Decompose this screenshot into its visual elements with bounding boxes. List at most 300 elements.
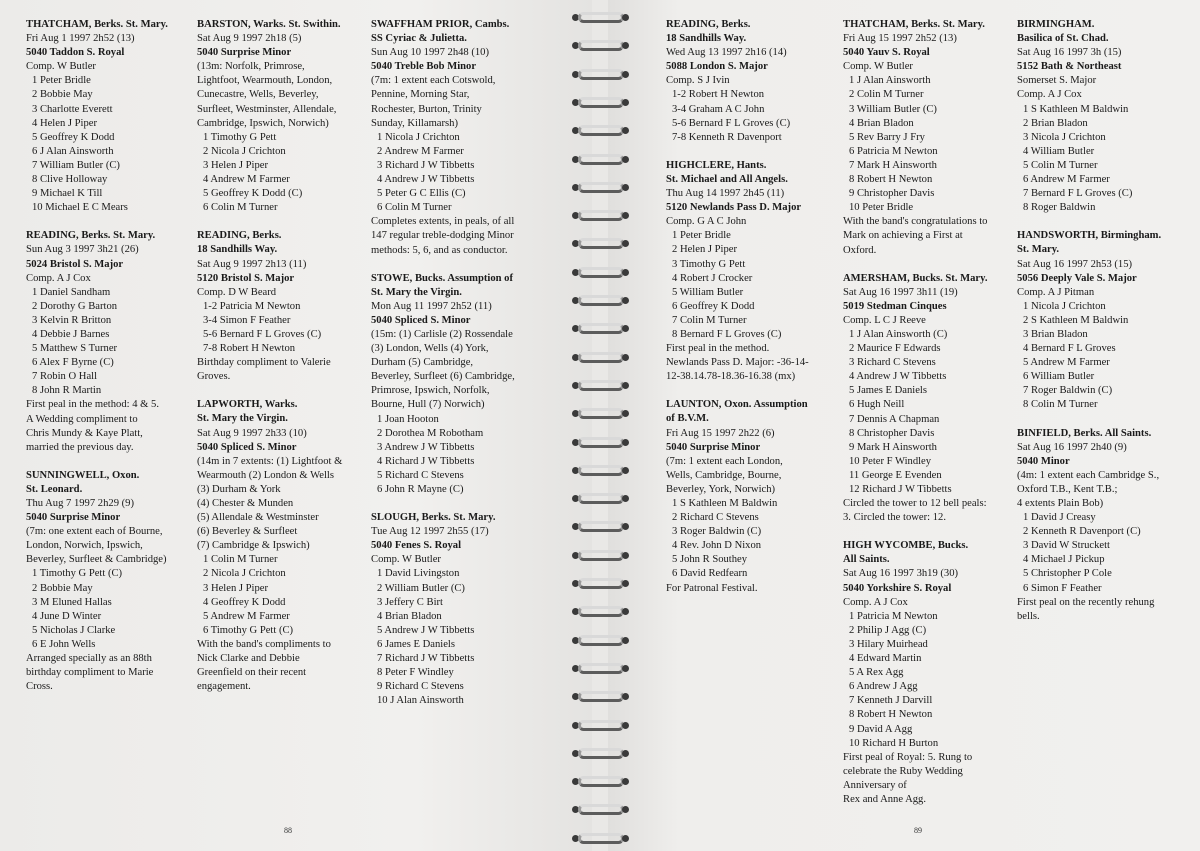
binding-ring: [572, 831, 628, 847]
ringer-line: 8 Robert H Newton: [849, 709, 933, 721]
peal-header-line: 5040 Minor: [1017, 455, 1070, 467]
peal-header-line: READING, Berks.: [666, 19, 751, 30]
peal-header-line: All Saints.: [843, 554, 890, 566]
ringer-line: 6 John R Mayne (C): [377, 484, 464, 495]
ringer-line: 6 Timothy G Pett (C): [203, 624, 294, 636]
peal-header-line: St. Mary the Virgin.: [371, 286, 462, 298]
right-column-3: [1017, 18, 1197, 638]
ringer-line: 5 Matthew S Turner: [32, 343, 118, 355]
ringer-line: 1 David J Creasy: [1023, 512, 1096, 524]
ringer-line: 8 Colin M Turner: [1023, 399, 1098, 411]
peal-header-line: HIGHCLERE, Hants.: [666, 159, 767, 171]
ringer-line: 7 Robin O Hall: [32, 371, 98, 383]
ringer-line: 4 Helen J Piper: [32, 117, 98, 129]
peal-entry: [1017, 18, 1197, 215]
peal-header-line: Comp. A J Cox: [843, 596, 908, 608]
binding-ring: [572, 350, 628, 366]
peal-header-line: (7m: 1 extent each London,: [666, 455, 783, 467]
ringer-line: 3 Kelvin R Britton: [32, 314, 112, 326]
peal-header-line: Pennine, Morning Star,: [371, 89, 470, 101]
peal-header-line: Sunday, Killamarsh): [371, 117, 458, 129]
peal-header-line: Oxford T.B., Kent T.B.;: [1017, 483, 1118, 495]
ringer-line: 7 William Butler (C): [32, 159, 120, 171]
peal-header-line: 4 extents Plain Bob): [1017, 498, 1104, 509]
ringer-line: 7 Bernard F L Groves (C): [1023, 188, 1133, 200]
ringer-line: 1 J Alan Ainsworth (C): [849, 328, 948, 340]
footnote-line: Rex and Anne Agg.: [843, 793, 926, 805]
ringer-line: 4 June D Winter: [32, 610, 102, 622]
left-page: [0, 0, 592, 851]
ringer-line: 5 James E Daniels: [849, 385, 927, 397]
ringer-line: 6 Geoffrey K Dodd: [672, 300, 755, 312]
peal-entry: [26, 469, 196, 695]
ringer-line: 7 Mark H Ainsworth: [849, 159, 937, 171]
peal-header-line: Comp. W Butler: [26, 61, 96, 73]
ringer-line: 3 Andrew J W Tibbetts: [377, 441, 475, 453]
peal-header-line: (5) Allendale & Westminster: [197, 512, 319, 524]
peal-header-line: St. Michael and All Angels.: [666, 173, 788, 185]
peal-header-line: Sat Aug 16 1997 3h (15): [1017, 47, 1122, 59]
peal-header-line: Comp. G A C John: [666, 216, 747, 228]
peal-header-line: Sat Aug 9 1997 2h33 (10): [197, 427, 307, 439]
footnote-line: Chris Mundy & Kaye Platt,: [26, 427, 143, 439]
binding-ring: [572, 576, 628, 592]
peal-header-line: Sat Aug 9 1997 2h18 (5): [197, 33, 302, 45]
peal-header-line: Sat Aug 16 1997 3h19 (30): [843, 568, 959, 580]
peal-header-line: Somerset S. Major: [1017, 75, 1097, 87]
peal-header-line: London, Norwich, Ipswich,: [26, 540, 143, 552]
peal-header-line: 5088 London S. Major: [666, 61, 768, 73]
ringer-line: 1 Colin M Turner: [203, 554, 278, 566]
peal-entry: [371, 18, 567, 258]
footnote-line: Arranged specially as an 88th: [26, 653, 152, 665]
ringer-line: 1 Joan Hooton: [377, 413, 439, 425]
ringer-line: 5 A Rex Agg: [849, 667, 904, 679]
footnote-line: bells.: [1017, 610, 1040, 622]
ringer-line: 4 Debbie J Barnes: [32, 328, 110, 340]
ringer-line: 3 Helen J Piper: [203, 159, 269, 171]
peal-header-line: Thu Aug 7 1997 2h29 (9): [26, 498, 134, 509]
binding-ring: [572, 293, 628, 309]
ringer-line: 6 Colin M Turner: [203, 202, 278, 214]
peal-header-line: Cunecastre, Wells, Beverley,: [197, 89, 319, 101]
binding-ring: [572, 95, 628, 111]
ringer-line: 4 Andrew M Farmer: [203, 174, 290, 186]
ringer-line: 4 Brian Bladon: [377, 610, 442, 622]
ringer-line: 3-4 Simon F Feather: [203, 314, 291, 326]
peal-header-line: Wells, Cambridge, Bourne,: [666, 469, 782, 481]
binding-ring: [572, 67, 628, 83]
peal-header-line: (3) London, Wells (4) York,: [371, 343, 489, 355]
peal-header-line: Comp. D W Beard: [197, 286, 277, 298]
footnote-line: First peal of Royal: 5. Rung to: [843, 751, 973, 763]
ringer-line: 8 Roger Baldwin: [1023, 202, 1096, 214]
peal-entry: [666, 18, 838, 145]
ringer-line: 4 Andrew J W Tibbetts: [849, 371, 947, 383]
peal-header-line: Basilica of St. Chad.: [1017, 33, 1109, 45]
peal-header-line: AMERSHAM, Bucks. St. Mary.: [843, 272, 988, 284]
ringer-line: 9 Michael K Till: [32, 188, 103, 200]
ringer-line: 5 William Butler: [672, 286, 744, 298]
peal-header-line: of B.V.M.: [666, 413, 709, 425]
ringer-line: 3 Timothy G Pett: [672, 258, 746, 270]
binding-ring: [572, 746, 628, 762]
footnote-line: Completes extents, in peals, of all: [371, 216, 515, 228]
peal-entry: [666, 398, 838, 595]
ringer-line: 5 Geoffrey K Dodd (C): [203, 188, 303, 200]
peal-header-line: Beverley, York, Norwich): [666, 483, 776, 495]
peal-header-line: 5040 Surprise Minor: [666, 441, 761, 453]
ringer-line: 8 Peter F Windley: [377, 667, 454, 679]
spiral-binding: [570, 0, 630, 851]
peal-header-line: READING, Berks.: [197, 230, 282, 242]
peal-header-line: St. Mary.: [1017, 244, 1060, 256]
peal-header-line: BINFIELD, Berks. All Saints.: [1017, 427, 1152, 439]
binding-ring: [572, 38, 628, 54]
peal-header-line: Bourne, Hull (7) Norwich): [371, 399, 485, 411]
footnote-line: With the band's congratulations to: [843, 216, 988, 228]
peal-header-line: 5040 Surprise Minor: [26, 512, 121, 524]
ringer-line: 6 Andrew J Agg: [849, 681, 918, 693]
ringer-line: 3-4 Graham A C John: [672, 103, 765, 115]
binding-ring: [572, 774, 628, 790]
peal-header-line: (4) Chester & Munden: [197, 498, 294, 509]
ringer-line: 4 Geoffrey K Dodd: [203, 596, 286, 608]
ringer-line: 9 David A Agg: [849, 723, 913, 735]
binding-ring: [572, 491, 628, 507]
peal-header-line: Mon Aug 11 1997 2h52 (11): [371, 300, 492, 312]
binding-ring: [572, 180, 628, 196]
ringer-line: 3 Helen J Piper: [203, 582, 269, 594]
binding-ring: [572, 802, 628, 818]
ringer-line: 1 J Alan Ainsworth: [849, 75, 931, 87]
peal-header-line: Fri Aug 1 1997 2h52 (13): [26, 33, 135, 45]
ringer-line: 7-8 Robert H Newton: [203, 343, 296, 355]
peal-header-line: Rochester, Burton, Trinity: [371, 103, 482, 115]
ringer-line: 6 Simon F Feather: [1023, 582, 1102, 594]
peal-entry: [197, 229, 369, 384]
peal-header-line: Comp. W Butler: [843, 61, 913, 73]
peal-entry: [371, 511, 567, 708]
binding-ring: [572, 548, 628, 564]
binding-ring: [572, 321, 628, 337]
footnote-line: With the band's compliments to: [197, 638, 331, 650]
peal-header-line: LAUNTON, Oxon. Assumption: [666, 399, 808, 411]
peal-header-line: LAPWORTH, Warks.: [197, 399, 298, 411]
peal-header-line: 18 Sandhills Way.: [666, 33, 747, 45]
ringer-line: 1-2 Robert H Newton: [672, 89, 765, 101]
ringer-line: 5 Colin M Turner: [1023, 159, 1098, 171]
ringer-line: 7 Roger Baldwin (C): [1023, 385, 1113, 397]
ringer-line: 11 George E Evenden: [849, 469, 942, 481]
footnote-line: methods: 5, 6, and as conductor.: [371, 244, 508, 256]
peal-header-line: Sat Aug 16 1997 2h40 (9): [1017, 441, 1127, 453]
left-column-2: [197, 18, 369, 708]
binding-ring: [572, 10, 628, 26]
peal-header-line: Fri Aug 15 1997 2h52 (13): [843, 33, 957, 45]
footnote-line: 147 regular treble-dodging Minor: [371, 230, 514, 242]
ringer-line: 5 Peter G C Ellis (C): [377, 188, 466, 200]
ringer-line: 2 Dorothea M Robotham: [377, 427, 484, 439]
peal-header-line: 5040 Yorkshire S. Royal: [843, 582, 952, 594]
footnote-line: Groves.: [197, 371, 231, 383]
peal-header-line: SLOUGH, Berks. St. Mary.: [371, 512, 496, 524]
left-column-1: [26, 18, 196, 708]
ringer-line: 8 Bernard F L Groves (C): [672, 328, 782, 340]
footnote-line: Circled the tower to 12 bell peals:: [843, 498, 987, 510]
peal-header-line: Sat Aug 16 1997 2h53 (15): [1017, 258, 1133, 270]
peal-header-line: Primrose, Ipswich, Norfolk,: [371, 385, 490, 397]
ringer-line: 2 Richard C Stevens: [672, 512, 759, 524]
footnote-line: Newlands Pass D. Major: -36-14-: [666, 357, 809, 369]
peal-header-line: SUNNINGWELL, Oxon.: [26, 469, 140, 481]
ringer-line: 5 Nicholas J Clarke: [32, 624, 116, 636]
peal-entry: [197, 18, 369, 215]
ringer-line: 9 Mark H Ainsworth: [849, 441, 937, 453]
footnote-line: 12-38.14.78-18.36-16.38 (mx): [666, 371, 796, 383]
ringer-line: 5-6 Bernard F L Groves (C): [672, 117, 791, 129]
peal-header-line: Wed Aug 13 1997 2h16 (14): [666, 47, 787, 59]
footnote-line: celebrate the Ruby Wedding: [843, 765, 963, 777]
peal-header-line: 5120 Bristol S. Major: [197, 272, 295, 284]
peal-header-line: THATCHAM, Berks. St. Mary.: [26, 19, 168, 30]
peal-header-line: 5024 Bristol S. Major: [26, 258, 124, 270]
ringer-line: 4 Bernard F L Groves: [1023, 343, 1116, 355]
peal-header-line: (14m in 7 extents: (1) Lightfoot &: [197, 455, 343, 467]
binding-ring: [572, 463, 628, 479]
ringer-line: 8 John R Martin: [32, 385, 102, 397]
peal-header-line: (7m: 1 extent each Cotswold,: [371, 75, 496, 87]
peal-header-line: HANDSWORTH, Birmingham.: [1017, 230, 1162, 242]
peal-header-line: (4m: 1 extent each Cambridge S.,: [1017, 469, 1160, 481]
peal-header-line: Comp. A J Pitman: [1017, 286, 1095, 298]
peal-header-line: 5056 Deeply Vale S. Major: [1017, 272, 1137, 284]
ringer-line: 4 Rev. John D Nixon: [672, 540, 762, 552]
peal-entry: [666, 159, 838, 385]
ringer-line: 6 Patricia M Newton: [849, 145, 938, 157]
peal-header-line: Comp. L C J Reeve: [843, 314, 926, 326]
ringer-line: 3 David W Struckett: [1023, 540, 1110, 552]
peal-header-line: 18 Sandhills Way.: [197, 244, 278, 256]
ringer-line: 6 David Redfearn: [672, 568, 748, 580]
ringer-line: 2 Bobbie May: [32, 582, 93, 594]
footnote-line: Nick Clarke and Debbie: [197, 653, 300, 665]
peal-header-line: Comp. A J Cox: [1017, 89, 1082, 101]
footnote-line: Birthday compliment to Valerie: [197, 357, 331, 369]
ringer-line: 2 Andrew M Farmer: [377, 145, 464, 157]
right-column-2: [843, 18, 1015, 821]
ringer-line: 5 Geoffrey K Dodd: [32, 131, 115, 143]
peal-header-line: Wearmouth (2) London & Wells: [197, 469, 334, 481]
footnote-line: Greenfield on their recent: [197, 667, 307, 679]
binding-ring: [572, 152, 628, 168]
peal-header-line: Lightfoot, Wearmouth, London,: [197, 75, 333, 87]
ringer-line: 2 Kenneth R Davenport (C): [1023, 526, 1141, 538]
peal-entry: [26, 18, 196, 215]
ringer-line: 4 Richard J W Tibbetts: [377, 455, 475, 467]
binding-ring: [572, 519, 628, 535]
binding-ring: [572, 718, 628, 734]
ringer-line: 5 Christopher P Cole: [1023, 568, 1112, 580]
ringer-line: 3 Richard C Stevens: [849, 357, 936, 369]
peal-header-line: HIGH WYCOMBE, Bucks.: [843, 540, 969, 552]
ringer-line: 5 Andrew J W Tibbetts: [377, 624, 475, 636]
peal-entry: [1017, 229, 1197, 412]
ringer-line: 3 Brian Bladon: [1023, 328, 1088, 340]
ringer-line: 2 S Kathleen M Baldwin: [1023, 314, 1129, 326]
footnote-line: 3. Circled the tower: 12.: [843, 512, 946, 524]
footnote-line: First peal in the method: 4 & 5.: [26, 399, 159, 411]
peal-header-line: Tue Aug 12 1997 2h55 (17): [371, 526, 489, 538]
peal-header-line: 5040 Surprise Minor: [197, 47, 292, 59]
binding-ring: [572, 208, 628, 224]
peal-entry: [1017, 427, 1197, 624]
ringer-line: 2 Nicola J Crichton: [203, 568, 286, 580]
ringer-line: 8 Christopher Davis: [849, 427, 935, 439]
ringer-line: 2 Nicola J Crichton: [203, 145, 286, 157]
ringer-line: 6 E John Wells: [32, 638, 96, 650]
peal-header-line: BIRMINGHAM.: [1017, 19, 1095, 30]
binding-ring: [572, 604, 628, 620]
ringer-line: 7-8 Kenneth R Davenport: [672, 131, 782, 143]
ringer-line: 4 Edward Martin: [849, 653, 922, 665]
ringer-line: 1 David Livingston: [377, 568, 460, 580]
ringer-line: 3 Richard J W Tibbetts: [377, 159, 475, 171]
binding-ring: [572, 633, 628, 649]
peal-entry: [371, 272, 567, 498]
binding-ring: [572, 435, 628, 451]
peal-header-line: 5040 Fenes S. Royal: [371, 540, 462, 552]
peal-header-line: (7) Cambridge & Ipswich): [197, 540, 310, 552]
binding-ring: [572, 689, 628, 705]
peal-header-line: 5040 Treble Bob Minor: [371, 61, 477, 73]
ringer-line: 2 Bobbie May: [32, 89, 93, 101]
footnote-line: Mark on achieving a First at: [843, 230, 963, 242]
ringer-line: 1 Timothy G Pett (C): [32, 568, 123, 580]
ringer-line: 6 James E Daniels: [377, 638, 455, 650]
footnote-line: A Wedding compliment to: [26, 413, 138, 425]
peal-header-line: (6) Beverley & Surfleet: [197, 526, 298, 538]
ringer-line: 6 Alex F Byrne (C): [32, 357, 114, 369]
peal-header-line: 5120 Newlands Pass D. Major: [666, 202, 802, 214]
peal-header-line: (13m: Norfolk, Primrose,: [197, 61, 305, 73]
peal-header-line: 5152 Bath & Northeast: [1017, 61, 1122, 73]
peal-header-line: St. Leonard.: [26, 483, 83, 495]
ringer-line: 8 Clive Holloway: [32, 174, 108, 186]
ringer-line: 9 Richard C Stevens: [377, 681, 464, 693]
footnote-line: birthday compliment to Marie: [26, 667, 154, 679]
ringer-line: 1 Peter Bridle: [672, 230, 731, 242]
peal-header-line: (3) Durham & York: [197, 483, 281, 495]
ringer-line: 4 Andrew J W Tibbetts: [377, 174, 475, 186]
footnote-line: First peal in the method.: [666, 343, 770, 355]
ringer-line: 8 Robert H Newton: [849, 174, 933, 186]
ringer-line: 2 Maurice F Edwards: [849, 343, 941, 355]
ringer-line: 2 Dorothy G Barton: [32, 300, 118, 312]
peal-header-line: SS Cyriac & Julietta.: [371, 33, 467, 45]
peal-header-line: 5019 Stedman Cinques: [843, 300, 947, 312]
footnote-line: Anniversary of: [843, 779, 907, 791]
left-column-3: [371, 18, 567, 722]
peal-header-line: Surfleet, Westminster, Allendale,: [197, 103, 337, 115]
peal-header-line: Sun Aug 3 1997 3h21 (26): [26, 244, 139, 256]
peal-header-line: Durham (5) Cambridge,: [371, 357, 474, 369]
peal-header-line: SWAFFHAM PRIOR, Cambs.: [371, 19, 510, 30]
peal-entry: [843, 539, 1015, 807]
ringer-line: 3 Jeffery C Birt: [377, 596, 444, 608]
peal-header-line: 5040 Spliced S. Minor: [371, 314, 471, 326]
ringer-line: 5 John R Southey: [672, 554, 748, 566]
ringer-line: 1 S Kathleen M Baldwin: [1023, 103, 1129, 115]
peal-header-line: Beverley, Surfleet & Cambridge): [26, 554, 167, 566]
ringer-line: 3 Nicola J Crichton: [1023, 131, 1106, 143]
ringer-line: 7 Colin M Turner: [672, 314, 747, 326]
peal-entry: [843, 18, 1015, 258]
ringer-line: 3 Charlotte Everett: [32, 103, 113, 115]
peal-header-line: 5040 Spliced S. Minor: [197, 441, 297, 453]
ringer-line: 6 Colin M Turner: [377, 202, 452, 214]
ringer-line: 2 Colin M Turner: [849, 89, 924, 101]
peal-header-line: Thu Aug 14 1997 2h45 (11): [666, 188, 785, 200]
ringer-line: 7 Kenneth J Darvill: [849, 695, 933, 707]
page-number-right: 89: [914, 826, 922, 835]
binding-ring: [572, 378, 628, 394]
ringer-line: 7 Richard J W Tibbetts: [377, 653, 475, 665]
binding-ring: [572, 123, 628, 139]
peal-header-line: Comp. A J Cox: [26, 272, 91, 284]
ringer-line: 1 Nicola J Crichton: [377, 131, 460, 143]
peal-header-line: STOWE, Bucks. Assumption of: [371, 272, 513, 284]
ringer-line: 3 Roger Baldwin (C): [672, 526, 762, 538]
peal-header-line: Comp. W Butler: [371, 554, 441, 566]
ringer-line: 10 Peter F Windley: [849, 455, 932, 467]
ringer-line: 3 Hilary Muirhead: [849, 638, 928, 650]
footnote-line: engagement.: [197, 681, 251, 693]
right-column-1: [666, 18, 838, 610]
ringer-line: 4 Robert J Crocker: [672, 272, 753, 284]
ringer-line: 4 Michael J Pickup: [1023, 554, 1105, 566]
footnote-line: Cross.: [26, 681, 53, 693]
ringer-line: 10 Michael E C Mears: [32, 202, 128, 214]
ringer-line: 5-6 Bernard F L Groves (C): [203, 328, 322, 340]
binding-ring: [572, 236, 628, 252]
ringer-line: 1 S Kathleen M Baldwin: [672, 498, 778, 509]
ringer-line: 5 Andrew M Farmer: [1023, 357, 1110, 369]
binding-ring: [572, 661, 628, 677]
right-page: [608, 0, 1200, 851]
binding-ring: [572, 406, 628, 422]
peal-header-line: 5040 Taddon S. Royal: [26, 47, 125, 59]
ringer-line: 1 Peter Bridle: [32, 75, 91, 87]
ringer-line: 5 Rev Barry J Fry: [849, 131, 925, 143]
ringer-line: 1 Daniel Sandham: [32, 286, 111, 298]
ringer-line: 2 Brian Bladon: [1023, 117, 1088, 129]
ringer-line: 1 Nicola J Crichton: [1023, 300, 1106, 312]
ringer-line: 2 William Butler (C): [377, 582, 465, 594]
footnote-line: First peal on the recently rehung: [1017, 596, 1155, 608]
peal-header-line: READING, Berks. St. Mary.: [26, 230, 156, 242]
ringer-line: 4 Brian Bladon: [849, 117, 914, 129]
peal-header-line: Fri Aug 15 1997 2h22 (6): [666, 427, 775, 439]
peal-entry: [197, 398, 369, 694]
peal-header-line: (7m: one extent each of Bourne,: [26, 526, 163, 538]
ringer-line: 6 Andrew M Farmer: [1023, 174, 1110, 186]
ringer-line: 2 Philip J Agg (C): [849, 624, 927, 636]
peal-header-line: Sat Aug 16 1997 3h11 (19): [843, 286, 958, 298]
peal-header-line: 5040 Yauv S. Royal: [843, 47, 930, 59]
peal-header-line: THATCHAM, Berks. St. Mary.: [843, 19, 985, 30]
ringer-line: 3 William Butler (C): [849, 103, 937, 115]
